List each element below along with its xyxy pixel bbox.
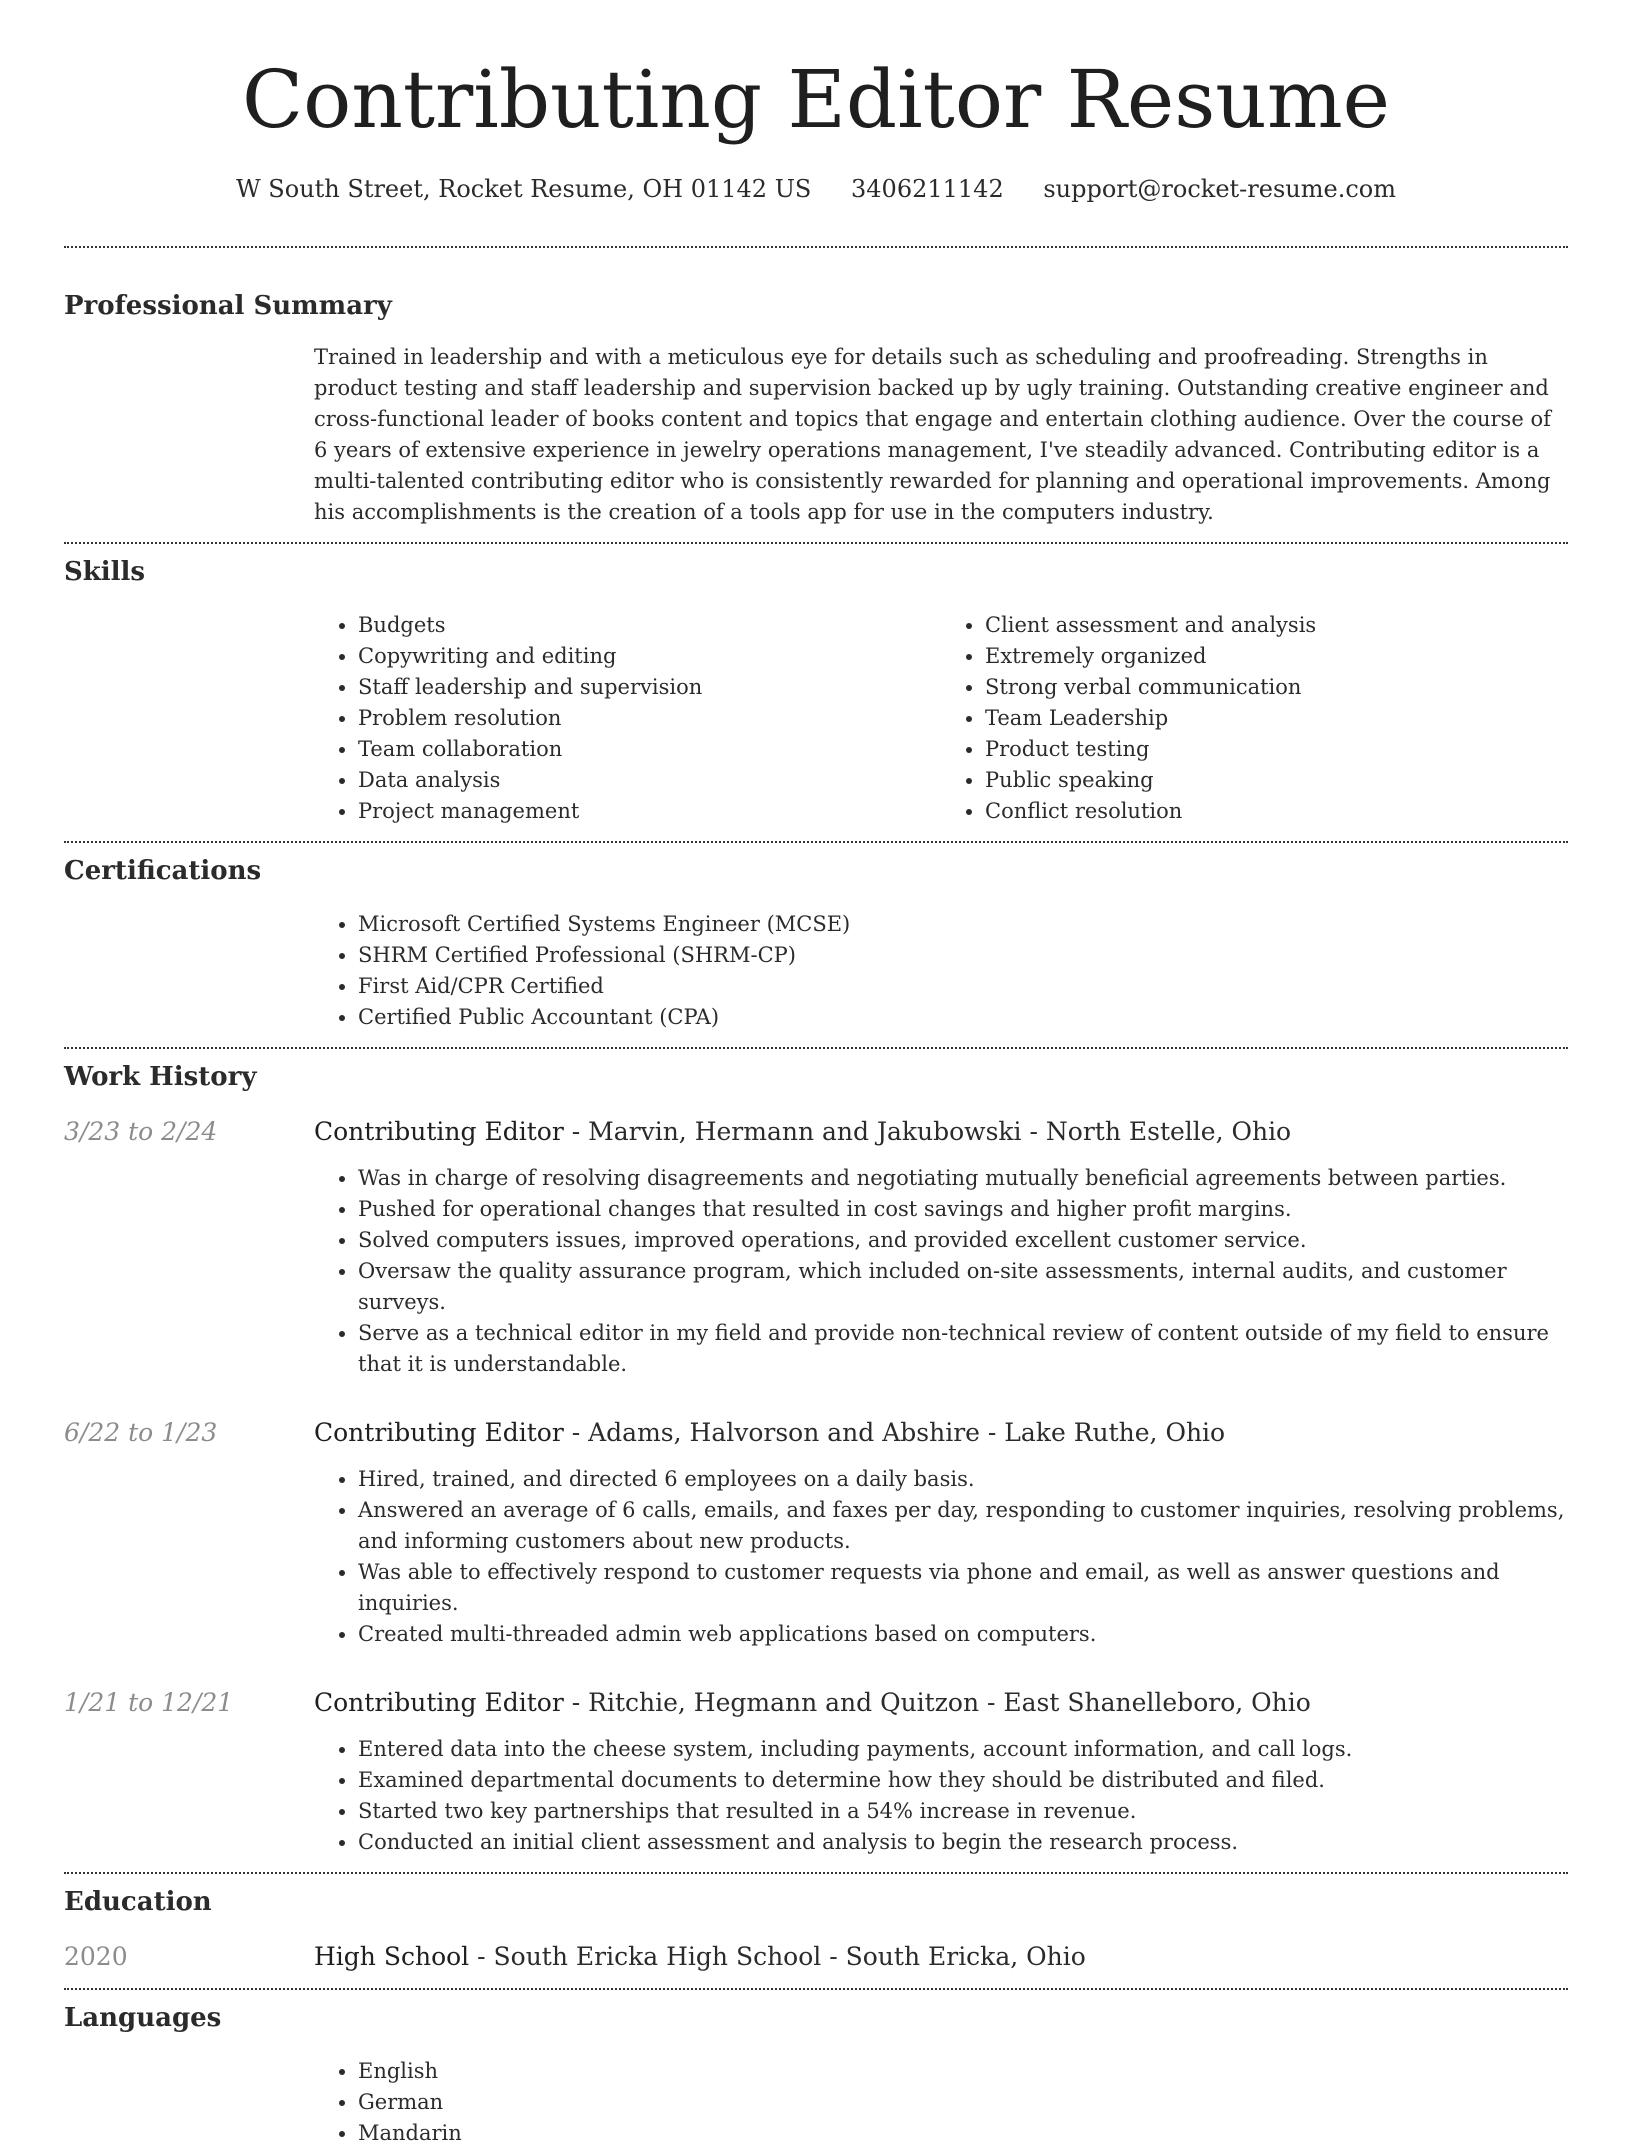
summary-section xyxy=(64,248,1568,528)
job-bullet: • Pushed for operational changes that resulted in cost savings and higher profit margins. xyxy=(358,1194,1568,1225)
job-bullet: • Oversaw the quality assurance program, which included on-site assessments, internal audits, and customer surveys. xyxy=(358,1256,1568,1318)
skill-item: • Copywriting and editing xyxy=(358,641,941,672)
certifications-content xyxy=(314,909,1568,1033)
job-bullet: • Created multi-threaded admin web applications based on computers. xyxy=(358,1619,1568,1650)
job-heading xyxy=(314,1686,1568,1720)
skill-item: • Team collaboration xyxy=(358,734,941,765)
job-employer: - Ritchie, Hegmann and Quitzon - East Shanelleboro, Ohio xyxy=(563,1688,1311,1717)
job-role: Contributing Editor xyxy=(314,1688,564,1717)
contact-line xyxy=(64,172,1568,206)
skill-item: • Extremely organized xyxy=(985,641,1568,672)
skills-list-right xyxy=(941,610,1568,827)
job-bullets xyxy=(314,1734,1568,1858)
skill-item: • Staff leadership and supervision xyxy=(358,672,941,703)
job-entry xyxy=(64,1686,1568,1858)
contact-address: W South Street, Rocket Resume, OH 01142 US xyxy=(236,175,812,203)
job-bullet: • Solved computers issues, improved operations, and provided excellent customer service. xyxy=(358,1225,1568,1256)
certification-item: • Certified Public Accountant (CPA) xyxy=(358,1002,1568,1033)
job-bullet: • Serve as a technical editor in my field and provide non-technical review of content outside of my field to ensure that it is understandable. xyxy=(358,1318,1568,1380)
job-bullets xyxy=(314,1464,1568,1650)
job-bullet: • Entered data into the cheese system, including payments, account information, and call logs. xyxy=(358,1734,1568,1765)
skills-section xyxy=(64,544,1568,827)
job-bullet: • Hired, trained, and directed 6 employees on a daily basis. xyxy=(358,1464,1568,1495)
certifications-section xyxy=(64,843,1568,1033)
job-entry xyxy=(64,1115,1568,1380)
skills-list-left xyxy=(314,610,941,827)
summary-content xyxy=(314,342,1568,528)
job-dates: 6/22 to 1/23 xyxy=(64,1418,218,1447)
education-school: - South Ericka High School - South Ericka, Ohio xyxy=(469,1942,1086,1971)
language-item: • Mandarin xyxy=(358,2118,1568,2149)
job-employer: - Marvin, Hermann and Jakubowski - North Estelle, Ohio xyxy=(563,1117,1292,1146)
resume-title: Contributing Editor Resume xyxy=(241,53,1391,146)
language-item: • English xyxy=(358,2056,1568,2087)
job-bullet-list xyxy=(314,1734,1568,1858)
skill-item: • Budgets xyxy=(358,610,941,641)
job-bullet-list xyxy=(314,1163,1568,1380)
job-bullet: • Examined departmental documents to determine how they should be distributed and filed. xyxy=(358,1765,1568,1796)
contact-email: support@rocket-resume.com xyxy=(1043,175,1396,203)
education-entry xyxy=(64,1940,1568,1974)
languages-list xyxy=(314,2056,1568,2149)
skill-item: • Conflict resolution xyxy=(985,796,1568,827)
skill-item: • Client assessment and analysis xyxy=(985,610,1568,641)
education-year: 2020 xyxy=(64,1942,128,1971)
job-employer: - Adams, Halvorson and Abshire - Lake Ruthe, Ohio xyxy=(563,1418,1226,1447)
skill-item: • Public speaking xyxy=(985,765,1568,796)
job-role: Contributing Editor xyxy=(314,1117,564,1146)
skill-item: • Data analysis xyxy=(358,765,941,796)
languages-content xyxy=(314,2056,1568,2149)
skill-item: • Problem resolution xyxy=(358,703,941,734)
language-item: • German xyxy=(358,2087,1568,2118)
summary-text: Trained in leadership and with a meticulous eye for details such as scheduling and proofreading. Strengths in product testing and staff leadership and supervision backed up by ugly training. Outstanding creative engineer and cross-functional leader of books content and topics that engage and entertain clothing audience. Over the course of 6 years of extensive experience in jewelry operations management, I've steadily advanced. Contributing editor is a multi-talented contributing editor who is consistently rewarded for planning and operational improvements. Among his accomplishments is the creation of a tools app for use in the computers industry. xyxy=(314,345,1551,524)
certifications-list xyxy=(314,909,1568,1033)
skills-title: Skills xyxy=(64,557,146,587)
education-degree: High School xyxy=(314,1942,470,1971)
education-section xyxy=(64,1874,1568,1974)
job-bullet: • Was able to effectively respond to customer requests via phone and email, as well as answer questions and inquiries. xyxy=(358,1557,1568,1619)
job-dates: 3/23 to 2/24 xyxy=(64,1117,218,1146)
contact-phone: 3406211142 xyxy=(851,175,1004,203)
skill-item: • Product testing xyxy=(985,734,1568,765)
certification-item: • Microsoft Certified Systems Engineer (MCSE) xyxy=(358,909,1568,940)
job-bullet-list xyxy=(314,1464,1568,1650)
languages-title: Languages xyxy=(64,2003,222,2033)
summary-title: Professional Summary xyxy=(64,291,392,321)
certifications-title: Certifications xyxy=(64,856,262,886)
work-title: Work History xyxy=(64,1062,257,1092)
education-title: Education xyxy=(64,1887,212,1917)
job-dates: 1/21 to 12/21 xyxy=(64,1688,234,1717)
certification-item: • First Aid/CPR Certified xyxy=(358,971,1568,1002)
job-entry xyxy=(64,1416,1568,1650)
skill-item: • Team Leadership xyxy=(985,703,1568,734)
job-bullets xyxy=(314,1163,1568,1380)
skills-grid xyxy=(314,610,1568,827)
work-section xyxy=(64,1049,1568,1858)
education-heading xyxy=(314,1940,1568,1974)
job-heading xyxy=(314,1416,1568,1450)
languages-section xyxy=(64,1990,1568,2149)
job-role: Contributing Editor xyxy=(314,1418,564,1447)
job-bullet: • Answered an average of 6 calls, emails, and faxes per day, responding to customer inquiries, resolving problems, and informing customers about new products. xyxy=(358,1495,1568,1557)
job-heading xyxy=(314,1115,1568,1149)
job-bullet: • Conducted an initial client assessment and analysis to begin the research process. xyxy=(358,1827,1568,1858)
job-bullet: • Was in charge of resolving disagreements and negotiating mutually beneficial agreements between parties. xyxy=(358,1163,1568,1194)
certification-item: • SHRM Certified Professional (SHRM-CP) xyxy=(358,940,1568,971)
job-bullet: • Started two key partnerships that resulted in a 54% increase in revenue. xyxy=(358,1796,1568,1827)
skill-item: • Strong verbal communication xyxy=(985,672,1568,703)
skill-item: • Project management xyxy=(358,796,941,827)
